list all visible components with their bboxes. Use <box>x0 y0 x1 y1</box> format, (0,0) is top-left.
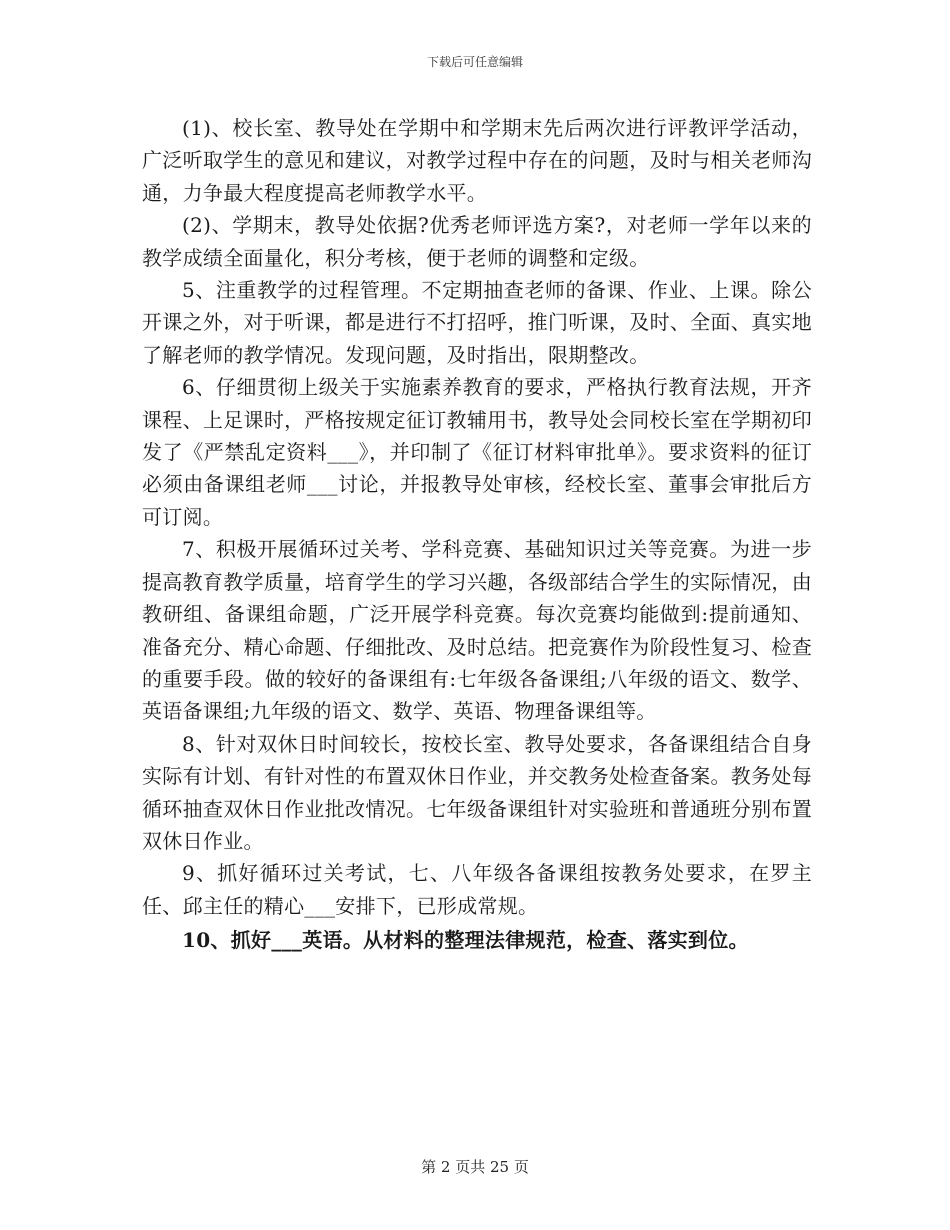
paragraph-item-9: 9、抓好循环过关考试，七、八年级各备课组按教务处要求，在罗主任、邱主任的精心___安排下，已形成常规。 <box>142 861 812 918</box>
document-body <box>142 112 812 957</box>
paragraph-item-8: 8、针对双休日时间较长，按校长室、教导处要求，各备课组结合自身实际有计划、有针对性的布置双休日作业，并交教务处检查备案。教务处每循环抽查双休日作业批改情况。七年级备课组针对实验班和普通班分别布置双休日作业。 <box>142 731 812 853</box>
page-number: 第 2 页共 25 页 <box>421 1158 529 1176</box>
paragraph-item-5: 5、注重教学的过程管理。不定期抽查老师的备课、作业、上课。除公开课之外，对于听课，都是进行不打招呼，推门听课，及时、全面、真实地了解老师的教学情况。发现问题，及时指出，限期整改。 <box>142 278 812 367</box>
paragraph-item-10: 10、抓好___英语。从材料的整理法律规范，检查、落实到位。 <box>182 928 749 953</box>
paragraph-item-7: 7、积极开展循环过关考、学科竞赛、基础知识过关等竞赛。为进一步提高教育教学质量，培育学生的学习兴趣，各级部结合学生的实际情况，由教研组、备课组命题，广泛开展学科竞赛。每次竞赛均能做到:提前通知、准备充分、精心命题、仔细批改、及时总结。把竞赛作为阶段性复习、检查的重要手段。做的较好的备课组有:七年级各备课组;八年级的语文、数学、英语备课组;九年级的语文、数学、英语、物理备课组等。 <box>142 537 812 724</box>
paragraph-item-6: 6、仔细贯彻上级关于实施素养教育的要求，严格执行教育法规，开齐课程、上足课时，严格按规定征订教辅用书，教导处会同校长室在学期初印发了《严禁乱定资料___》，并印制了《征订材料审批单》。要求资料的征订必须由备课组老师___讨论，并报教导处审核，经校长室、董事会审批后方可订阅。 <box>142 375 812 529</box>
paragraph-1: (1)、校长室、教导处在学期中和学期末先后两次进行评教评学活动，广泛听取学生的意见和建议，对教学过程中存在的问题，及时与相关老师沟通，力争最大程度提高老师教学水平。 <box>142 116 812 205</box>
page-header: 下载后可任意编辑 <box>426 55 523 69</box>
paragraph-2: (2)、学期末，教导处依据?优秀老师评选方案?，对老师一学年以来的教学成绩全面量化，积分考核，便于老师的调整和定级。 <box>142 213 812 270</box>
